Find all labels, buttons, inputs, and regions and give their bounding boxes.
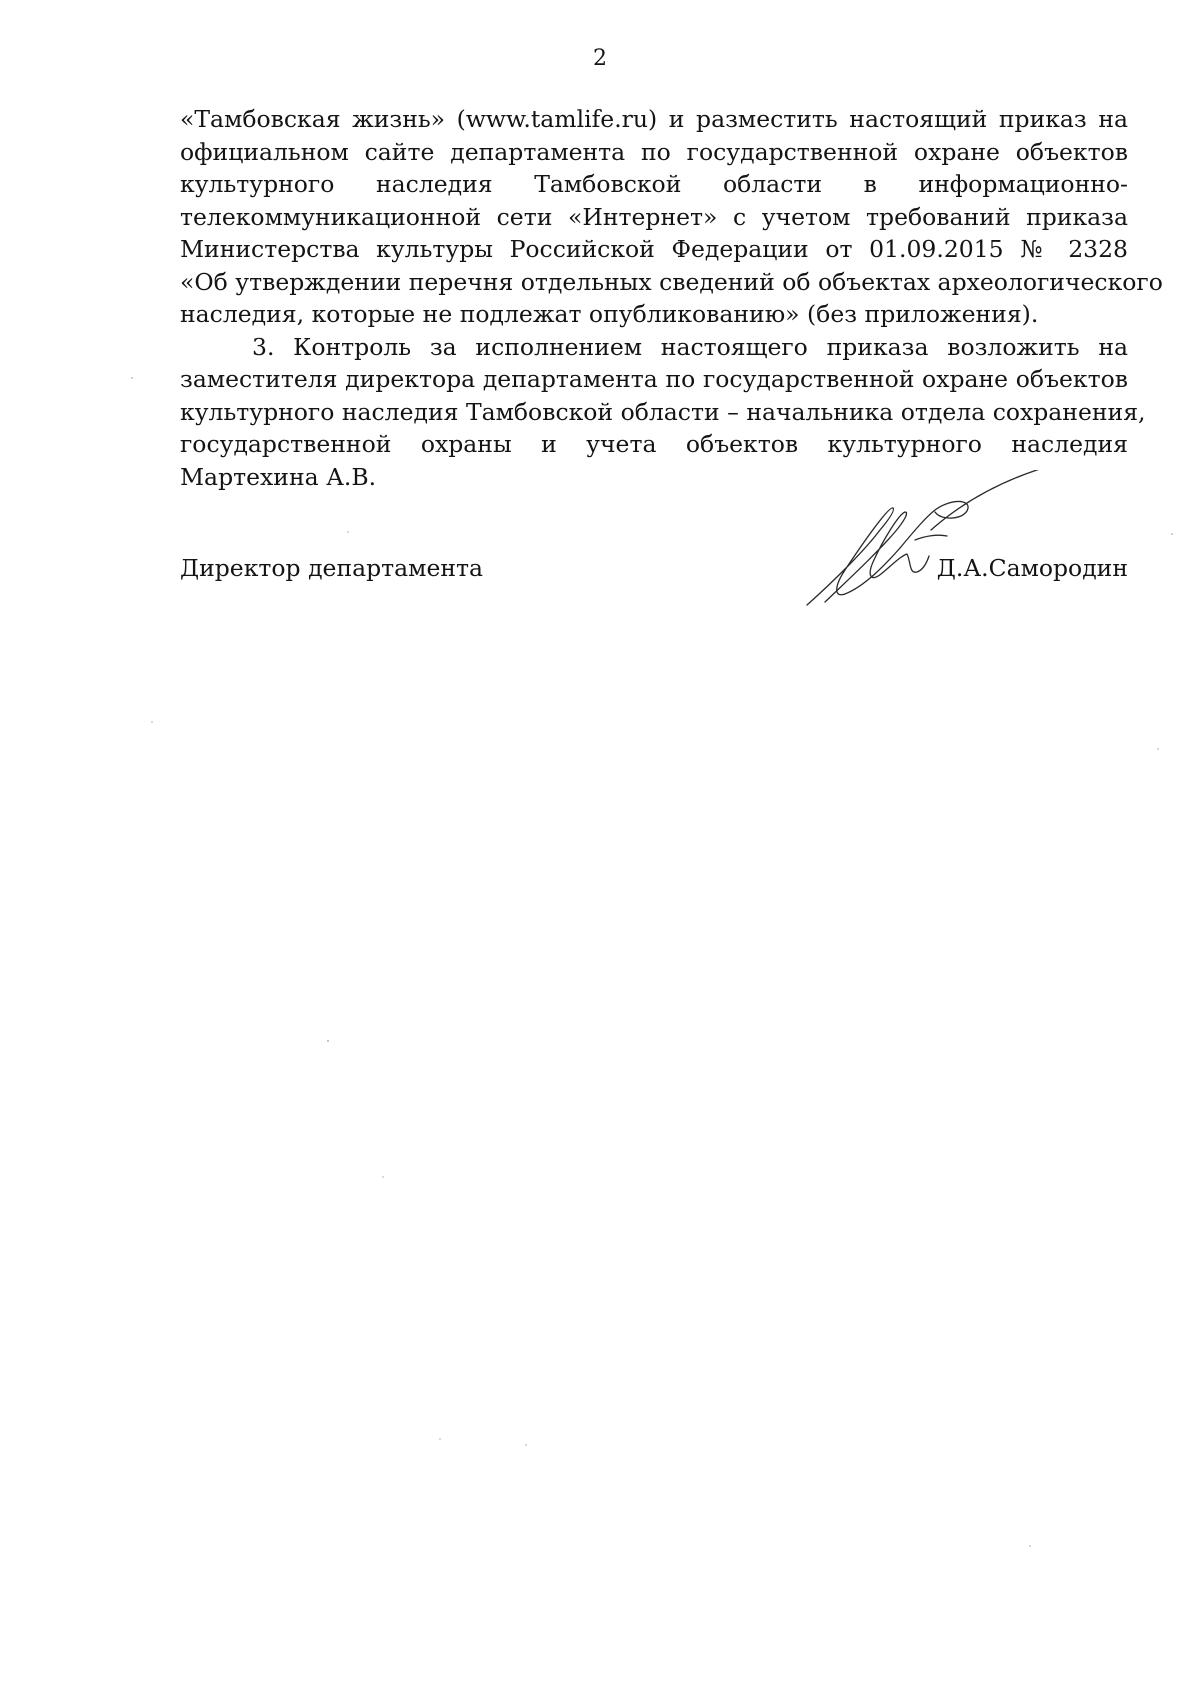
text-line: телекоммуникационной сети «Интернет» с учетом требований приказа: [180, 202, 1128, 231]
text-line: «Тамбовская жизнь» (www.tamlife.ru) и разместить настоящий приказ на: [180, 105, 1128, 133]
page-number: 2: [593, 46, 607, 71]
signature-block: [180, 552, 1128, 592]
text-line: Министерства культуры Российской Федерации от 01.09.2015 № 2328: [180, 235, 1128, 263]
document-body: [180, 103, 1163, 493]
text-line: культурного наследия Тамбовской области в информационно-: [180, 170, 1128, 198]
text-line: официальном сайте департамента по государственной охране объектов: [180, 137, 1128, 166]
text-line: «Об утверждении перечня отдельных сведений об объектах археологического: [180, 267, 1163, 296]
text-line: Мартехина А.В.: [180, 462, 377, 491]
paragraph-continuation: [180, 103, 1163, 331]
signer-name: Д.А.Самородин: [936, 554, 1128, 582]
paragraph-3: [180, 331, 1146, 494]
signer-position: Директор департамента: [180, 554, 484, 582]
text-line: заместителя директора департамента по государственной охране объектов: [180, 365, 1128, 393]
text-line: наследия, которые не подлежат опубликованию» (без приложения).: [180, 300, 1039, 328]
text-line: государственной охраны и учета объектов культурного наследия: [180, 430, 1128, 458]
text-line: культурного наследия Тамбовской области – начальника отдела сохранения,: [180, 397, 1146, 426]
text-line: 3. Контроль за исполнением настоящего приказа возложить на: [252, 332, 1128, 361]
